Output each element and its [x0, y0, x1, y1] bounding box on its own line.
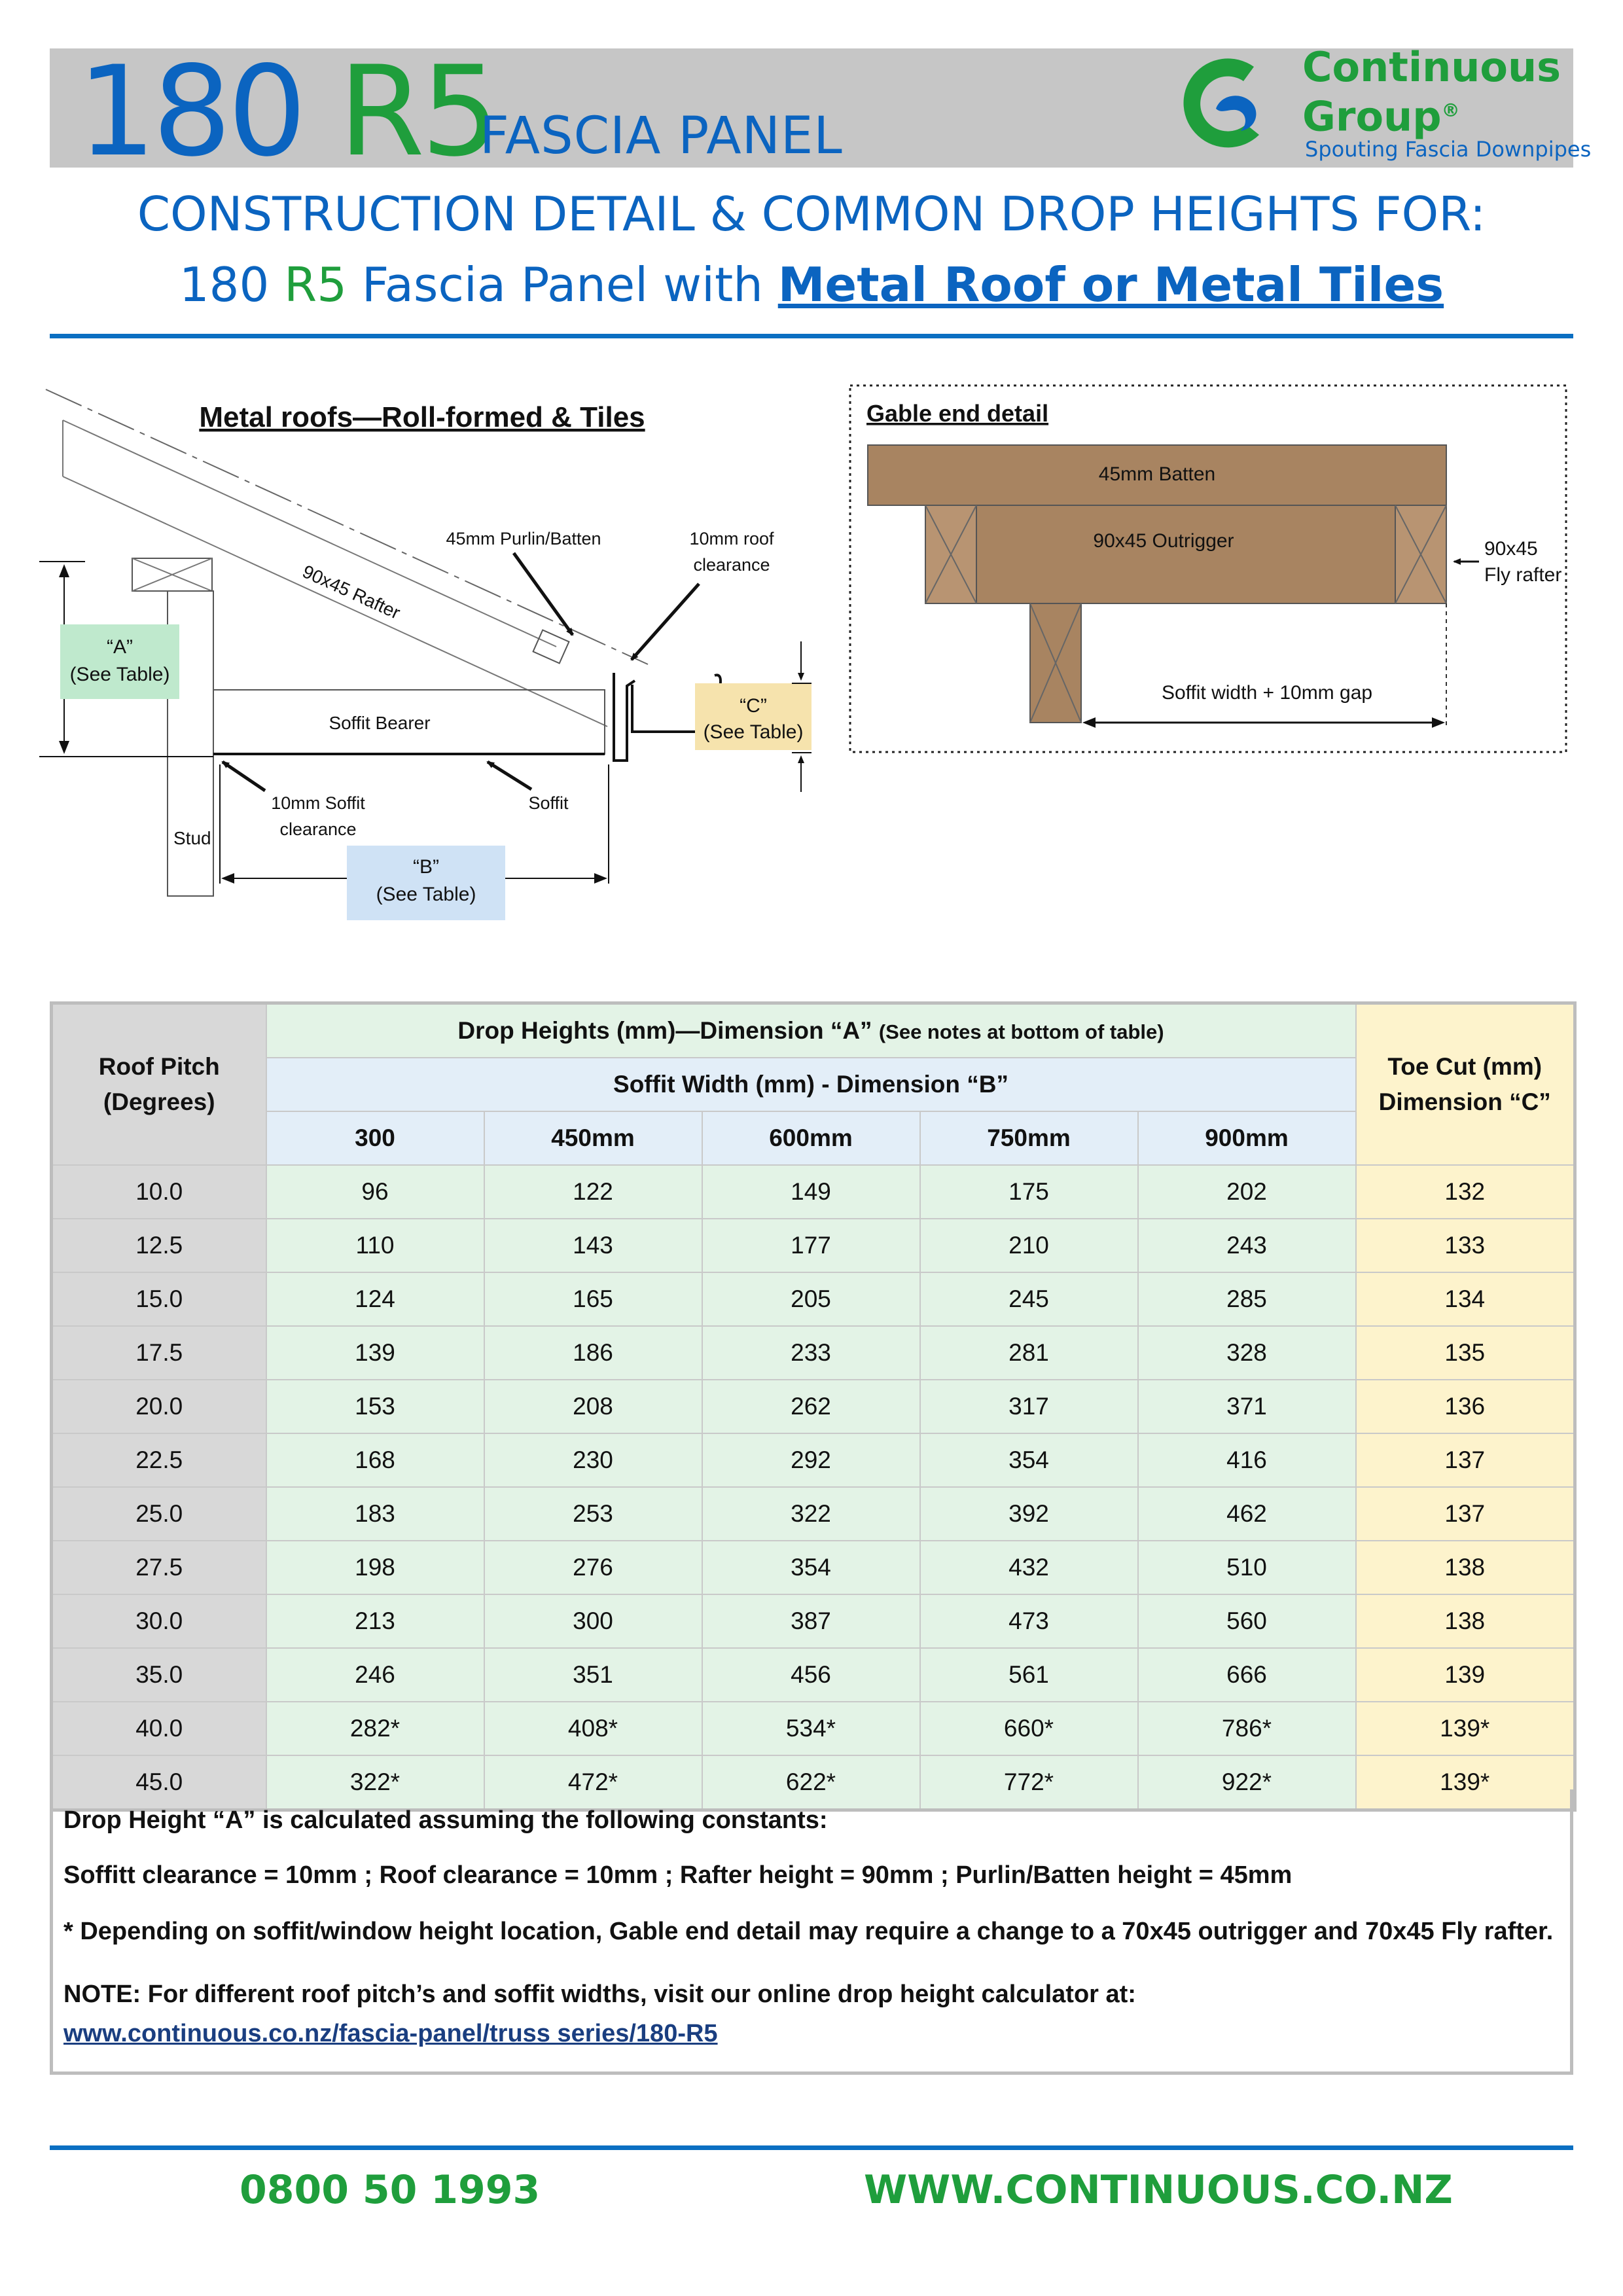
drop-height-cell: 560 — [1138, 1594, 1356, 1648]
logo-wordmark: Continuous Group® — [1302, 43, 1561, 141]
gable-end-diagram — [848, 384, 1568, 757]
page-title-line-1: CONSTRUCTION DETAIL & COMMON DROP HEIGHTS FOR: — [137, 187, 1486, 242]
note-calculator: NOTE: For different roof pitch’s and soffit widths, visit our online drop height calculator at: — [63, 1981, 1136, 2008]
drop-height-cell: 276 — [484, 1541, 702, 1594]
roof-clearance-label-1: 10mm roof — [689, 529, 774, 548]
pitch-cell: 10.0 — [52, 1165, 266, 1219]
toe-cut-cell: 134 — [1356, 1272, 1575, 1326]
soffit-bearer-label: Soffit Bearer — [329, 713, 431, 733]
title-divider — [50, 334, 1573, 338]
drop-height-cell: 456 — [702, 1648, 920, 1702]
pitch-cell: 17.5 — [52, 1326, 266, 1380]
drop-height-cell: 351 — [484, 1648, 702, 1702]
drop-height-cell: 124 — [266, 1272, 484, 1326]
toe-cut-cell: 137 — [1356, 1433, 1575, 1487]
drop-height-cell: 110 — [266, 1219, 484, 1272]
drop-height-cell: 416 — [1138, 1433, 1356, 1487]
pitch-cell: 22.5 — [52, 1433, 266, 1487]
drop-height-cell: 205 — [702, 1272, 920, 1326]
pitch-cell: 15.0 — [52, 1272, 266, 1326]
table-row — [52, 1648, 1575, 1702]
soffit-clearance-label-2: clearance — [279, 819, 357, 839]
drop-height-cell: 387 — [702, 1594, 920, 1648]
drop-height-cell: 510 — [1138, 1541, 1356, 1594]
drop-height-cell: 666 — [1138, 1648, 1356, 1702]
table-row — [52, 1433, 1575, 1487]
drop-height-cell: 328 — [1138, 1326, 1356, 1380]
toe-cut-cell: 137 — [1356, 1487, 1575, 1541]
table-row — [52, 1702, 1575, 1755]
drop-height-cell: 462 — [1138, 1487, 1356, 1541]
continuous-logo-icon — [1175, 48, 1280, 160]
toe-cut-header: Toe Cut (mm) Dimension “C” — [1356, 1003, 1575, 1166]
drop-height-cell: 354 — [920, 1433, 1138, 1487]
drop-height-cell: 322* — [266, 1755, 484, 1810]
drop-height-cell: 213 — [266, 1594, 484, 1648]
drop-height-cell: 165 — [484, 1272, 702, 1326]
pitch-cell: 20.0 — [52, 1380, 266, 1433]
rafter-label: 90x45 Rafter — [299, 561, 404, 623]
a-sub: (See Table) — [69, 664, 170, 685]
drop-height-cell: 96 — [266, 1165, 484, 1219]
drop-height-cell: 772* — [920, 1755, 1138, 1810]
drop-height-cell: 534* — [702, 1702, 920, 1755]
outrigger-label: 90x45 Outrigger — [1093, 530, 1234, 552]
note-constants: Soffitt clearance = 10mm ; Roof clearance = 10mm ; Rafter height = 90mm ; Purlin/Batten height = 45mm — [63, 1861, 1293, 1889]
calculator-link[interactable]: www.continuous.co.nz/fascia-panel/truss series/180-R5 — [63, 2020, 718, 2047]
toe-cut-cell: 139* — [1356, 1702, 1575, 1755]
pitch-cell: 40.0 — [52, 1702, 266, 1755]
c-sub: (See Table) — [703, 721, 804, 743]
table-notes — [50, 1789, 1573, 2075]
width-header: 300 — [266, 1111, 484, 1165]
purlin — [533, 630, 569, 664]
toe-cut-cell: 133 — [1356, 1219, 1575, 1272]
drop-height-cell: 300 — [484, 1594, 702, 1648]
table-row — [52, 1594, 1575, 1648]
soffit-width-header: Soffit Width (mm) - Dimension “B” — [266, 1058, 1356, 1111]
drop-height-cell: 317 — [920, 1380, 1138, 1433]
drop-height-cell: 253 — [484, 1487, 702, 1541]
table-row — [52, 1487, 1575, 1541]
drop-height-cell: 282* — [266, 1702, 484, 1755]
toe-cut-cell: 138 — [1356, 1594, 1575, 1648]
pitch-cell: 35.0 — [52, 1648, 266, 1702]
drop-height-cell: 561 — [920, 1648, 1138, 1702]
c-label: “C” — [740, 695, 767, 717]
toe-cut-cell: 135 — [1356, 1326, 1575, 1380]
drop-heights-header: Drop Heights (mm)—Dimension “A” (See notes at bottom of table) — [266, 1003, 1356, 1058]
product-model: R5 — [338, 39, 496, 184]
width-header: 450mm — [484, 1111, 702, 1165]
soffit-width-row — [52, 1111, 1575, 1165]
pitch-cell: 27.5 — [52, 1541, 266, 1594]
stud-label: Stud — [173, 828, 211, 848]
pitch-cell: 45.0 — [52, 1755, 266, 1810]
roof-clearance-label-2: clearance — [693, 555, 770, 575]
product-number: 180 R5 — [77, 39, 496, 184]
footer-website[interactable]: WWW.CONTINUOUS.CO.NZ — [864, 2167, 1453, 2213]
drop-height-cell: 122 — [484, 1165, 702, 1219]
drop-height-cell: 786* — [1138, 1702, 1356, 1755]
drop-height-cell: 198 — [266, 1541, 484, 1594]
drop-height-cell: 210 — [920, 1219, 1138, 1272]
outrigger — [925, 505, 1446, 603]
drop-height-cell: 281 — [920, 1326, 1138, 1380]
drop-height-cell: 473 — [920, 1594, 1138, 1648]
footer-phone[interactable]: 0800 50 1993 — [240, 2167, 541, 2213]
a-label: “A” — [107, 636, 133, 658]
drop-height-cell: 371 — [1138, 1380, 1356, 1433]
drop-height-cell: 186 — [484, 1326, 702, 1380]
drop-height-cell: 233 — [702, 1326, 920, 1380]
roof-diagram-title: Metal roofs—Roll-formed & Tiles — [199, 401, 645, 433]
width-header: 600mm — [702, 1111, 920, 1165]
toe-cut-cell: 139* — [1356, 1755, 1575, 1810]
note-asterisk: * Depending on soffit/window height location, Gable end detail may require a change to a 70x45 outrigger and 70x45 Fly rafter. — [63, 1918, 1554, 1945]
pitch-header: Roof Pitch (Degrees) — [52, 1003, 266, 1166]
drop-height-cell: 243 — [1138, 1219, 1356, 1272]
drop-height-cell: 149 — [702, 1165, 920, 1219]
roof-type-link: Metal Roof or Metal Tiles — [777, 257, 1444, 312]
purlin-label: 45mm Purlin/Batten — [446, 529, 601, 548]
fly-rafter-label-1: 90x45 — [1484, 538, 1538, 560]
footer-divider — [50, 2145, 1573, 2150]
drop-height-cell: 262 — [702, 1380, 920, 1433]
drop-height-cell: 175 — [920, 1165, 1138, 1219]
drop-height-cell: 143 — [484, 1219, 702, 1272]
drop-height-cell: 322 — [702, 1487, 920, 1541]
table-row — [52, 1380, 1575, 1433]
note-constants-intro: Drop Height “A” is calculated assuming the following constants: — [63, 1806, 828, 1834]
b-label: “B” — [413, 856, 439, 878]
toe-cut-cell: 139 — [1356, 1648, 1575, 1702]
table-row — [52, 1326, 1575, 1380]
drop-height-cell: 183 — [266, 1487, 484, 1541]
soffit-gap-label: Soffit width + 10mm gap — [1161, 682, 1373, 704]
width-header: 900mm — [1138, 1111, 1356, 1165]
drop-height-cell: 208 — [484, 1380, 702, 1433]
drop-height-cell: 245 — [920, 1272, 1138, 1326]
table-body — [52, 1165, 1575, 1810]
roof-eave-diagram — [39, 373, 825, 929]
drop-height-cell: 153 — [266, 1380, 484, 1433]
drop-height-cell: 472* — [484, 1755, 702, 1810]
width-header: 750mm — [920, 1111, 1138, 1165]
drop-height-cell: 408* — [484, 1702, 702, 1755]
toe-cut-cell: 132 — [1356, 1165, 1575, 1219]
drop-height-cell: 660* — [920, 1702, 1138, 1755]
drop-height-cell: 168 — [266, 1433, 484, 1487]
toe-cut-cell: 136 — [1356, 1380, 1575, 1433]
toe-cut-cell: 138 — [1356, 1541, 1575, 1594]
drop-height-cell: 139 — [266, 1326, 484, 1380]
soffit-clearance-label-1: 10mm Soffit — [271, 793, 365, 813]
drop-height-cell: 354 — [702, 1541, 920, 1594]
drop-height-cell: 177 — [702, 1219, 920, 1272]
gable-title: Gable end detail — [866, 400, 1049, 427]
pitch-cell: 25.0 — [52, 1487, 266, 1541]
fly-rafter-label-2: Fly rafter — [1484, 564, 1562, 586]
batten-label: 45mm Batten — [1098, 463, 1216, 485]
table-row — [52, 1219, 1575, 1272]
drop-height-cell: 392 — [920, 1487, 1138, 1541]
logo-tagline: Spouting Fascia Downpipes — [1305, 137, 1592, 162]
table-row — [52, 1272, 1575, 1326]
drop-height-cell: 230 — [484, 1433, 702, 1487]
soffit-label: Soffit — [528, 793, 569, 813]
drop-height-cell: 622* — [702, 1755, 920, 1810]
page-title-line-2: 180 R5 Fascia Panel with Metal Roof or Metal Tiles — [179, 257, 1444, 312]
b-sub: (See Table) — [376, 884, 476, 905]
drop-height-cell: 922* — [1138, 1755, 1356, 1810]
pitch-cell: 12.5 — [52, 1219, 266, 1272]
drop-height-cell: 285 — [1138, 1272, 1356, 1326]
drop-height-cell: 432 — [920, 1541, 1138, 1594]
table-row — [52, 1165, 1575, 1219]
drop-height-cell: 246 — [266, 1648, 484, 1702]
product-name: FASCIA PANEL — [480, 107, 843, 166]
pitch-cell: 30.0 — [52, 1594, 266, 1648]
table-row — [52, 1541, 1575, 1594]
drop-height-cell: 292 — [702, 1433, 920, 1487]
drop-height-cell: 202 — [1138, 1165, 1356, 1219]
drop-height-table — [50, 1001, 1577, 1812]
